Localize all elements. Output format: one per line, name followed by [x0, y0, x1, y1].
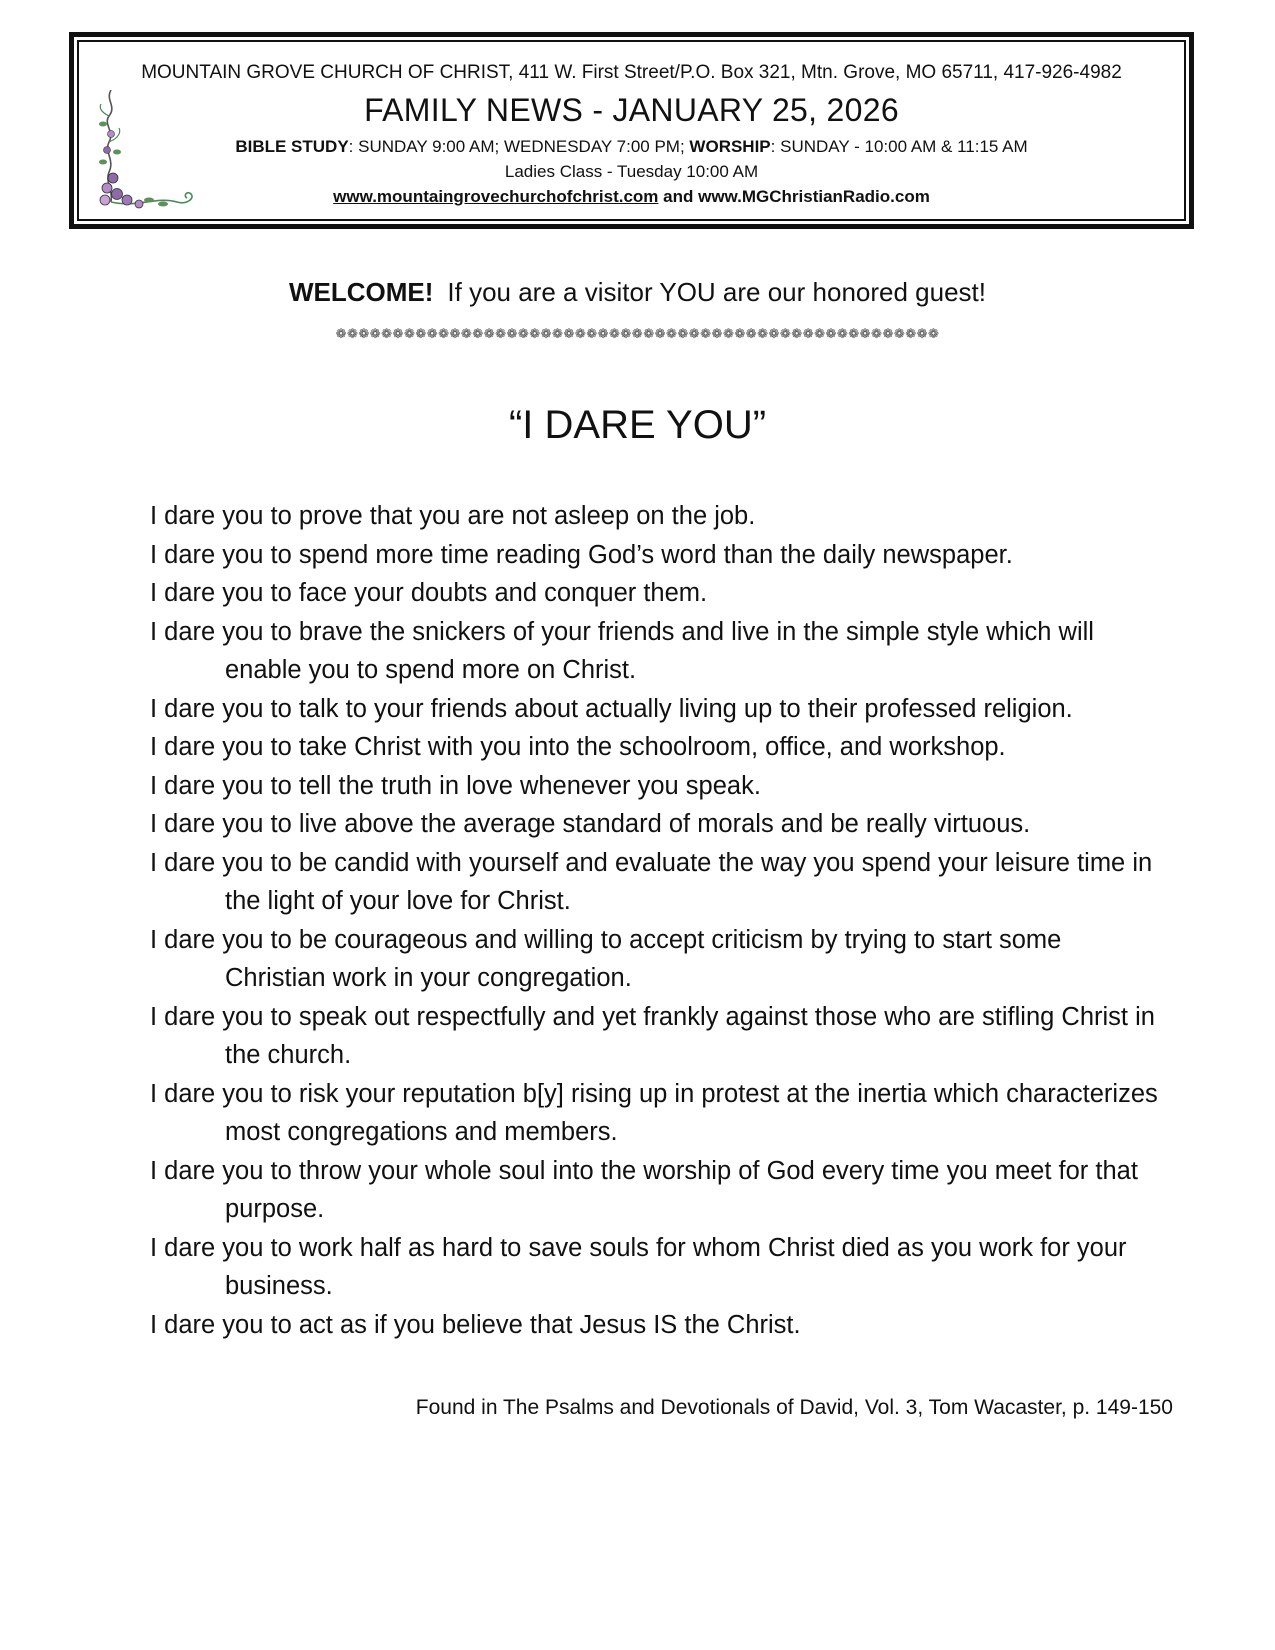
worship-label: WORSHIP [689, 137, 771, 156]
dare-line: I dare you to prove that you are not asleep on the job. [150, 502, 756, 530]
bible-study-times: : SUNDAY 9:00 AM; WEDNESDAY 7:00 PM; [348, 137, 690, 156]
dare-line: I dare you to brave the snickers of your friends and live in the simple style which will enable you to spend more on Christ. [150, 617, 1094, 684]
dare-line: I dare you to take Christ with you into the schoolroom, office, and workshop. [150, 733, 1006, 761]
service-schedule [79, 137, 1184, 157]
websites-joiner: and [658, 187, 699, 206]
worship-times: : SUNDAY - 10:00 AM & 11:15 AM [770, 137, 1028, 156]
newsletter-header [69, 32, 1194, 229]
websites [79, 187, 1184, 207]
dare-line: I dare you to work half as hard to save souls for whom Christ died as you work for your business. [150, 1233, 1127, 1300]
welcome-bold: WELCOME! [288, 277, 434, 307]
header-inner-border [77, 40, 1186, 221]
bible-study-label: BIBLE STUDY [235, 137, 349, 156]
dare-line: I dare you to face your doubts and conquer them. [150, 579, 708, 607]
ladies-class: Ladies Class - Tuesday 10:00 AM [504, 162, 759, 181]
source-citation: Found in The Psalms and Devotionals of David, Vol. 3, Tom Wacaster, p. 149-150 [415, 1396, 1173, 1419]
dare-line: I dare you to tell the truth in love whenever you speak. [150, 771, 761, 800]
radio-website-link[interactable]: www.MGChristianRadio.com [698, 187, 930, 206]
dare-line: I dare you to throw your whole soul into the worship of God every time you meet for that purpose. [150, 1156, 1138, 1223]
dare-line: I dare you to act as if you believe that Jesus IS the Christ. [150, 1310, 801, 1339]
ornament-divider: ❁❁❁❁❁❁❁❁❁❁❁❁❁❁❁❁❁❁❁❁❁❁❁❁❁❁❁❁❁❁❁❁❁❁❁❁❁❁❁❁❁❁❁❁❁❁❁❁❁❁❁❁❁ [335, 327, 940, 342]
dare-line: I dare you to speak out respectfully and yet frankly against those who are stifling Christ in the church. [150, 1002, 1155, 1069]
dare-line: I dare you to spend more time reading God’s word than the daily newspaper. [150, 540, 1013, 569]
newsletter-title: FAMILY NEWS - JANUARY 25, 2026 [364, 92, 899, 128]
dare-line: I dare you to talk to your friends about actually living up to their professed religion. [150, 694, 1073, 723]
church-address: MOUNTAIN GROVE CHURCH OF CHRIST, 411 W. First Street/P.O. Box 321, Mtn. Grove, MO 65711, 417-926-4982 [141, 62, 1122, 83]
welcome-text: If you are a visitor YOU are our honored guest! [447, 277, 986, 307]
church-website-link[interactable]: www.mountaingrovechurchofchrist.com [333, 187, 659, 206]
dare-line: I dare you to live above the average standard of morals and be really virtuous. [150, 810, 1031, 838]
article-title: “I DARE YOU” [508, 403, 767, 447]
dare-line: I dare you to risk your reputation b[y] rising up in protest at the inertia which characterizes most congregations and members. [150, 1079, 1158, 1146]
dare-line: I dare you to be courageous and willing to accept criticism by trying to start some Christian work in your congregation. [150, 925, 1062, 992]
welcome-line [0, 277, 1275, 308]
dare-line: I dare you to be candid with yourself and evaluate the way you spend your leisure time in the light of your love for Christ. [150, 848, 1153, 915]
dare-list [150, 497, 1160, 1344]
